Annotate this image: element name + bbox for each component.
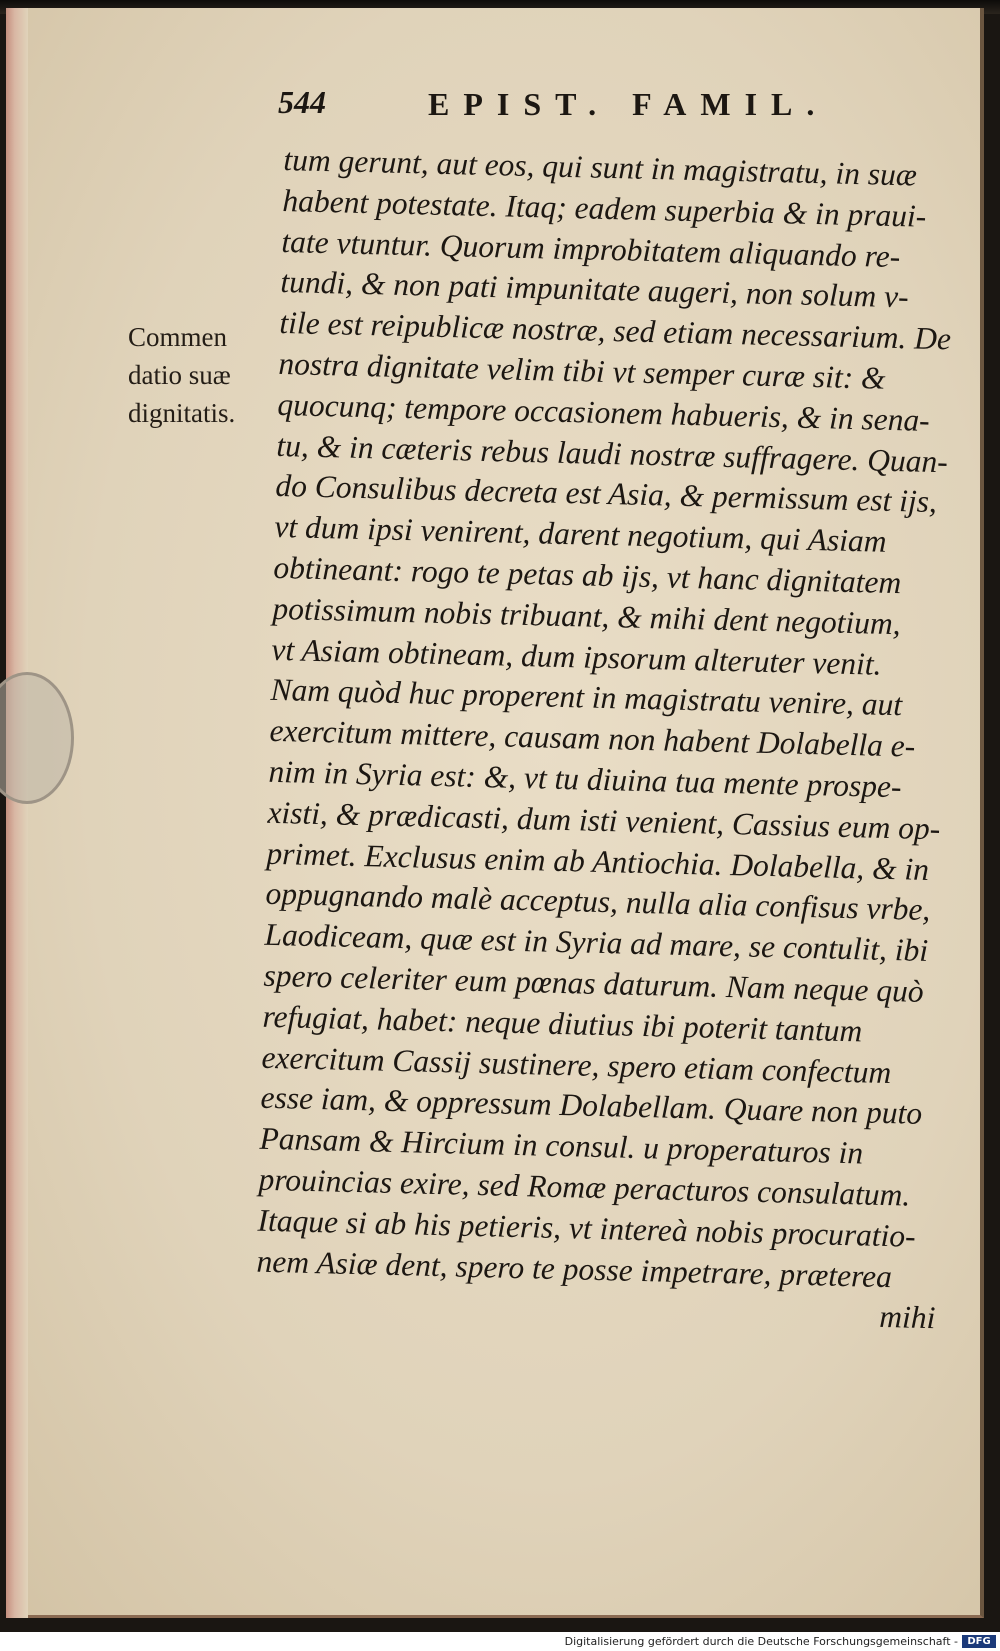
- marginal-note: [128, 318, 276, 432]
- text-line: tundi, & non pati impunitate augeri, non solum v-: [280, 264, 909, 315]
- text-line: Itaque si ab his petieris, vt intereà nobis procuratio-: [257, 1202, 917, 1254]
- text-line: tate vtuntur. Quorum improbitatem aliquando re-: [281, 223, 901, 274]
- footer-bar: [0, 1632, 1000, 1651]
- marginal-note-line: dignitatis.: [128, 398, 236, 428]
- text-line: esse iam, & oppressum Dolabellam. Quare non puto: [260, 1080, 923, 1132]
- text-line: tum gerunt, aut eos, qui sunt in magistratu, in suæ: [283, 141, 918, 193]
- page-edge: [6, 8, 28, 1618]
- text-line: obtineant: rogo te petas ab ijs, vt hanc dignitatem: [273, 549, 902, 601]
- text-line: exercitum mittere, causam non habent Dolabella e-: [269, 712, 916, 764]
- text-line: quocunq; tempore occasionem habueris, & in sena-: [277, 386, 931, 438]
- text-line: nem Asiæ dent, spero te posse impetrare, præterea: [256, 1243, 893, 1294]
- text-line: xisti, & prædicasti, dum isti venient, Cassius eum op-: [267, 794, 941, 846]
- text-line: tile est reipublicæ nostræ, sed etiam necessarium. De: [279, 305, 952, 357]
- text-line: tu, & in cæteris rebus laudi nostræ suffragere. Quan-: [276, 427, 949, 479]
- marginal-note-line: datio suæ: [128, 360, 231, 390]
- page-header: [278, 84, 858, 140]
- page-number: 544: [278, 84, 326, 120]
- text-line: Pansam & Hircium in consul. u properaturos in: [259, 1120, 864, 1171]
- text-line: oppugnando malè acceptus, nulla alia confisus vrbe,: [265, 876, 931, 928]
- text-line: nim in Syria est: &, vt tu diuina tua mente prospe-: [268, 753, 902, 805]
- text-line: potissimum nobis tribuant, & mihi dent negotium,: [272, 590, 902, 641]
- body-text: [255, 140, 984, 1340]
- text-line: vt dum ipsi venirent, darent negotium, qui Asiam: [274, 509, 887, 560]
- text-line: refugiat, habet: neque diutius ibi poterit tantum: [262, 998, 863, 1049]
- text-line: vt Asiam obtineam, dum ipsorum alteruter venit.: [271, 631, 882, 682]
- marginal-note-line: Commen: [128, 322, 227, 352]
- text-line: primet. Exclusus enim ab Antiochia. Dolabella, & in: [266, 835, 930, 887]
- catchword: mihi: [878, 1299, 936, 1336]
- text-line: nostra dignitate velim tibi vt semper curæ sit: &: [278, 345, 886, 396]
- dfg-logo-icon: DFG: [962, 1635, 996, 1648]
- text-line: exercitum Cassij sustinere, spero etiam confectum: [261, 1039, 892, 1090]
- text-line: Nam quòd huc properent in magistratu venire, aut: [270, 672, 903, 723]
- text-line: prouincias exire, sed Romæ peracturos consulatum.: [258, 1161, 911, 1213]
- text-line: Laodiceam, quæ est in Syria ad mare, se contulit, ibi: [264, 916, 929, 969]
- text-line: do Consulibus decreta est Asia, & permissum est ijs,: [275, 468, 938, 520]
- running-head: EPIST. FAMIL.: [428, 86, 829, 122]
- text-line: habent potestate. Itaq; eadem superbia & in praui-: [282, 182, 927, 234]
- text-line: spero celeriter eum pœnas daturum. Nam neque quò: [263, 957, 925, 1009]
- footer-credit: Digitalisierung gefördert durch die Deutsche Forschungsgemeinschaft -: [564, 1635, 958, 1648]
